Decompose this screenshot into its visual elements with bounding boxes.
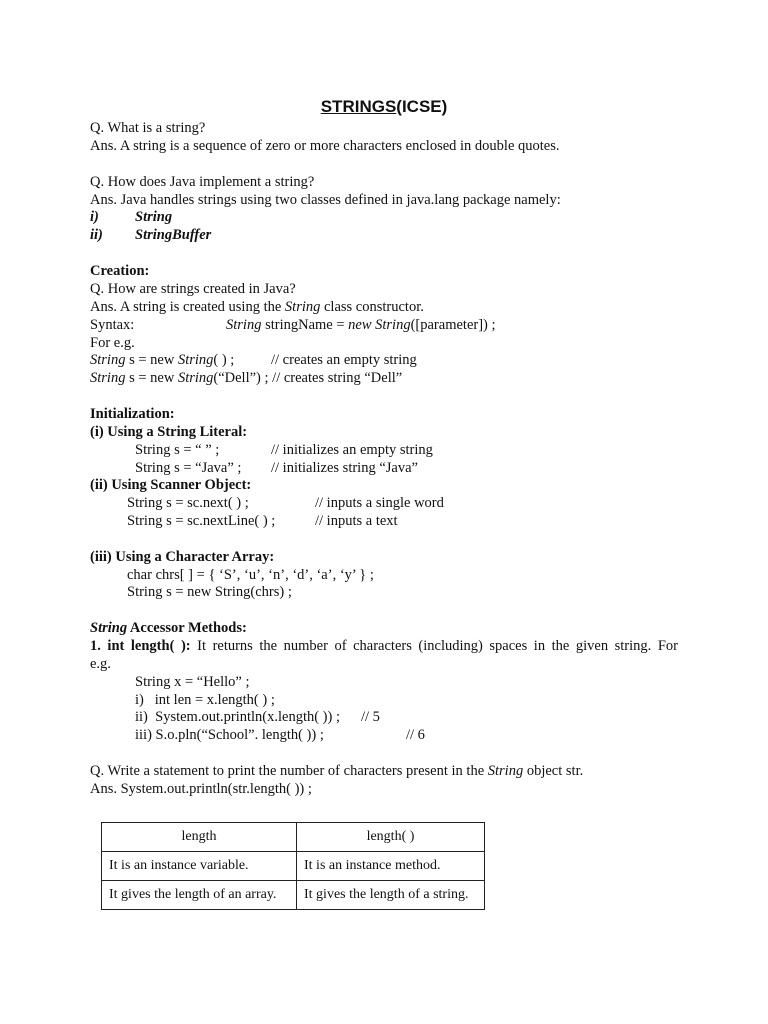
q1-answer: Ans. A string is a sequence of zero or more characters enclosed in double quotes. — [90, 138, 560, 154]
q2-answer: Ans. Java handles strings using two classes defined in java.lang package namely: — [90, 192, 561, 208]
table-header-cell: length — [102, 823, 297, 852]
array-code-1: char chrs[ ] = { ‘S’, ‘u’, ‘n’, ‘d’, ‘a’, ‘y’ } ; — [127, 567, 374, 583]
scanner-code-2: String s = sc.nextLine( ) ; — [127, 513, 276, 529]
creation-heading: Creation: — [90, 263, 150, 279]
q2-item-1-label: String — [135, 209, 173, 225]
table-row — [102, 852, 485, 881]
length-eg: e.g. — [90, 656, 111, 672]
scanner-comment-2: // inputs a text — [315, 513, 398, 529]
q2-item-2-label: StringBuffer — [135, 227, 212, 243]
creation-example-2: String s = new String(“Dell”) ; // creates string “Dell” — [90, 370, 403, 386]
creation-example-1: String s = new String( ) ; — [90, 352, 235, 368]
length-description: 1. int length( ): It returns the number of characters (including) spaces in the given string. For — [90, 638, 678, 654]
creation-answer: Ans. A string is created using the String class constructor. — [90, 299, 424, 315]
table-row — [102, 881, 485, 910]
literal-heading: (i) Using a String Literal: — [90, 424, 248, 440]
comparison-table — [101, 822, 485, 910]
q2-question: Q. How does Java implement a string? — [90, 174, 315, 190]
q3-question: Q. Write a statement to print the number of characters present in the String object str. — [90, 763, 584, 779]
array-heading: (iii) Using a Character Array: — [90, 549, 275, 565]
initialization-heading: Initialization: — [90, 406, 175, 422]
length-code-3-comment: // 5 — [361, 709, 380, 725]
title-main: STRINGS — [320, 97, 397, 116]
page-title — [0, 96, 768, 118]
array-code-2: String s = new String(chrs) ; — [127, 584, 292, 600]
q2-item-1-num: i) — [90, 209, 99, 225]
q1-question: Q. What is a string? — [90, 120, 206, 136]
creation-question: Q. How are strings created in Java? — [90, 281, 296, 297]
creation-example-1-comment: // creates an empty string — [271, 352, 417, 368]
q3-answer: Ans. System.out.println(str.length( )) ; — [90, 781, 312, 797]
literal-code-1: String s = “ ” ; — [135, 442, 220, 458]
syntax-label: Syntax: — [90, 317, 135, 333]
length-code-2: i) int len = x.length( ) ; — [135, 692, 275, 708]
title-sub: (ICSE) — [396, 97, 448, 116]
length-code-4-comment: // 6 — [406, 727, 425, 743]
table-cell: It is an instance method. — [297, 852, 485, 881]
length-code-1: String x = “Hello” ; — [135, 674, 250, 690]
literal-code-2: String s = “Java” ; — [135, 460, 242, 476]
table-header-row — [102, 823, 485, 852]
syntax-line: String stringName = new String([parameter]) ; — [226, 317, 496, 333]
table-header-cell: length( ) — [297, 823, 485, 852]
creation-eg: For e.g. — [90, 335, 135, 351]
scanner-heading: (ii) Using Scanner Object: — [90, 477, 252, 493]
scanner-comment-1: // inputs a single word — [315, 495, 444, 511]
table-cell: It is an instance variable. — [102, 852, 297, 881]
scanner-code-1: String s = sc.next( ) ; — [127, 495, 249, 511]
accessor-heading: String Accessor Methods: — [90, 620, 247, 636]
literal-comment-1: // initializes an empty string — [271, 442, 433, 458]
literal-comment-2: // initializes string “Java” — [271, 460, 418, 476]
length-code-3: ii) System.out.println(x.length( )) ; — [135, 709, 340, 725]
q2-item-2-num: ii) — [90, 227, 103, 243]
table-cell: It gives the length of an array. — [102, 881, 297, 910]
length-code-4: iii) S.o.pln(“School”. length( )) ; — [135, 727, 324, 743]
table-cell: It gives the length of a string. — [297, 881, 485, 910]
